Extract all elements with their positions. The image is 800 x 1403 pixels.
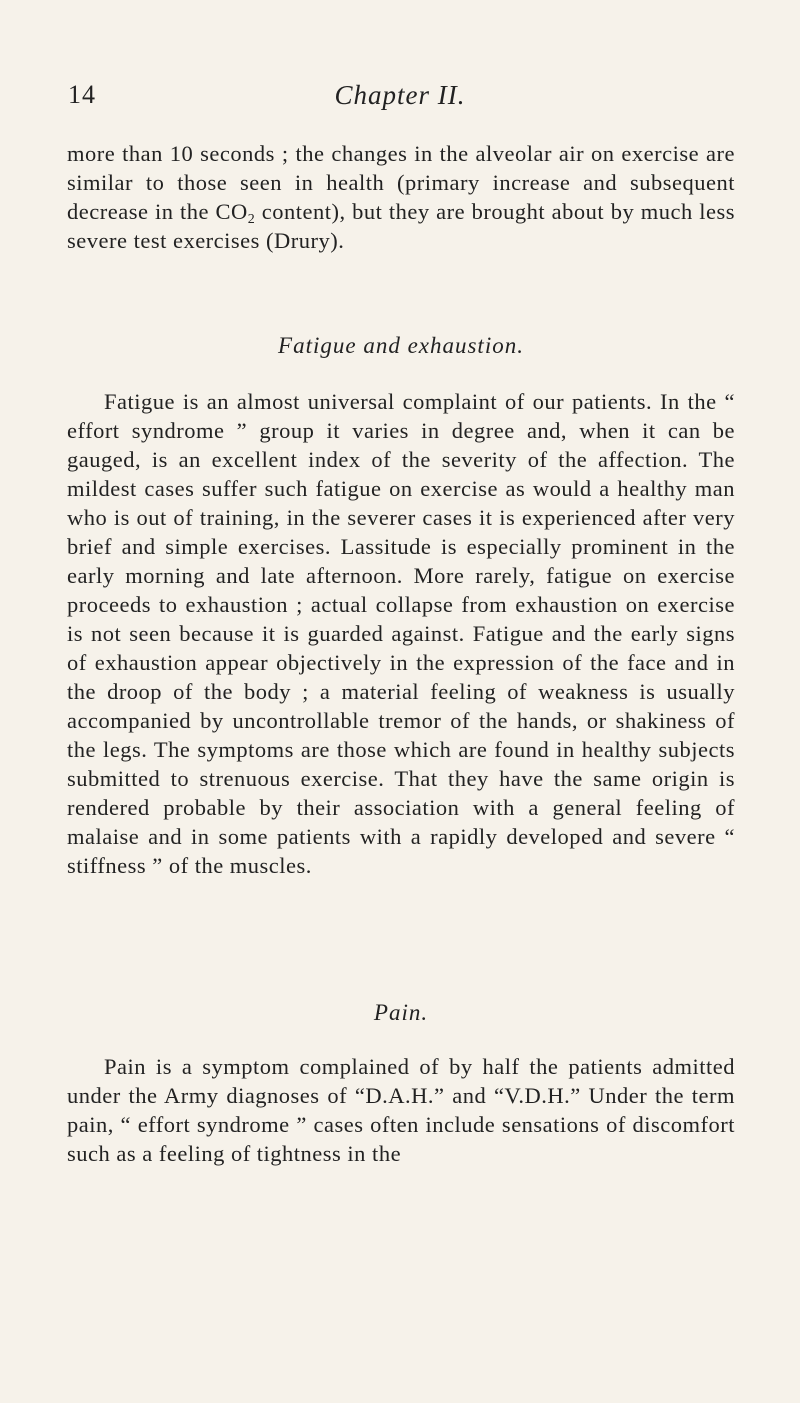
pain-paragraph (67, 1052, 735, 1168)
co2-subscript: 2 (247, 212, 256, 227)
pain-paragraph-text: Pain is a symptom complained of by half the patients admitted under the Army diagnoses of “D.A.H.” and “V.D.H.” Under the term pain, “ effort syndrome ” cases often include sensations of discomfort such as a feeling of tightness in the (67, 1054, 735, 1166)
continuation-paragraph (67, 139, 735, 255)
fatigue-paragraph (67, 387, 735, 880)
section-heading-fatigue: Fatigue and exhaustion. (278, 333, 524, 358)
chapter-title: Chapter II. (334, 80, 466, 110)
fatigue-paragraph-text: Fatigue is an almost universal complaint of our patients. In the “ effort syndrome ” group it varies in degree and, when it can be gauged, is an excellent index of the severity of the affection. The mildest cases suffer such fatigue on exercise as would a healthy man who is out of training, in the severer cases it is experienced after very brief and simple exercises. Lassitude is especially prominent in the early morning and late afternoon. More rarely, fatigue on exercise proceeds to exhaustion ; actual collapse from exhaustion on exercise is not seen because it is guarded against. Fatigue and the early signs of exhaustion appear objectively in the expression of the face and in the droop of the body ; a material feeling of weakness is usually accompanied by uncontrollable tremor of the hands, or shakiness of the legs. The symptoms are those which are found in healthy subjects submitted to strenuous exercise. That they have the same origin is rendered probable by their association with a general feeling of malaise and in some patients with a rapidly developed and severe “ stiffness ” of the muscles. (67, 389, 735, 878)
page-number: 14 (68, 80, 96, 109)
continuation-text-end: content), but they are brought about by much less severe test exercises (Drury). (67, 199, 735, 253)
section-heading-pain: Pain. (373, 1000, 429, 1025)
running-head (68, 80, 732, 120)
continuation-text-start: more than 10 seconds ; the changes in the alveolar air on exercise are similar to those seen in health (primary increase and subsequent decrease in the CO (67, 141, 735, 224)
